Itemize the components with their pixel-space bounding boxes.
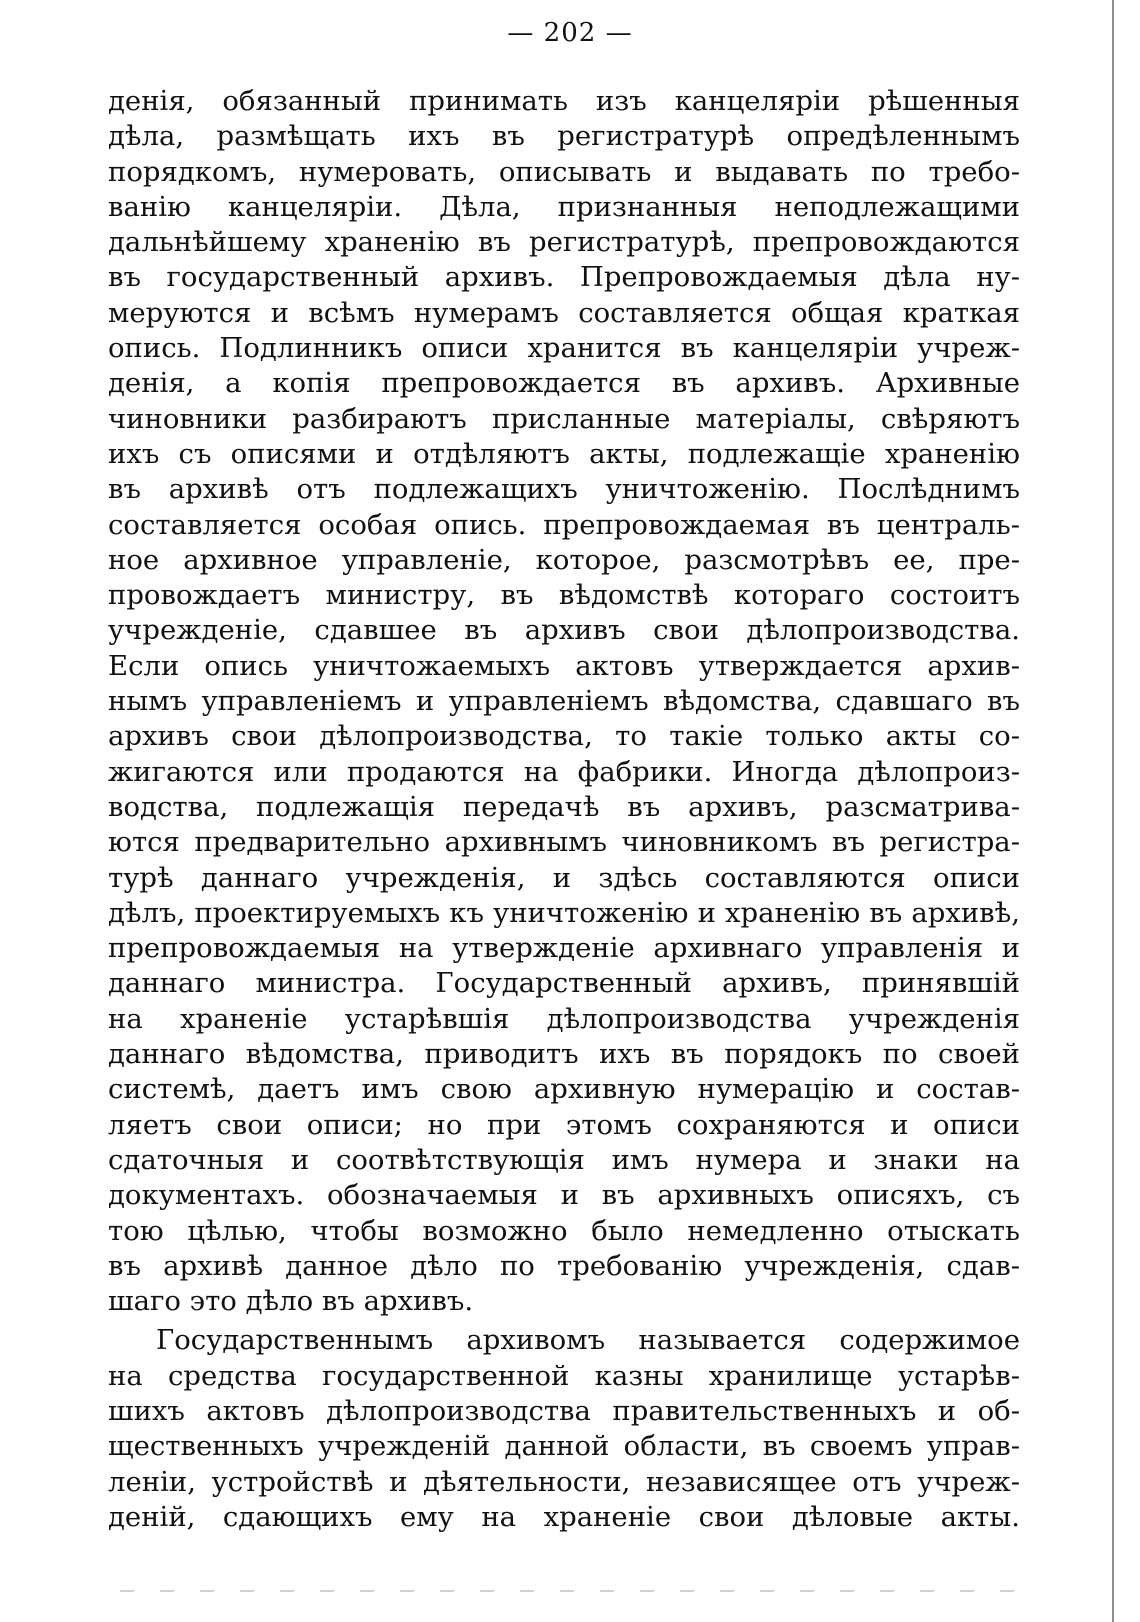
text-line: тою цѣлью, чтобы возможно было немедленно отыскать <box>108 1214 1020 1247</box>
text-line: дѣла, размѣщать ихъ въ регистратурѣ опредѣленнымъ <box>108 120 1020 153</box>
text-line: въ архивѣ отъ подлежащихъ уничтоженію. Послѣднимъ <box>108 473 1020 506</box>
text-line: въ государственный архивъ. Препровождаемыя дѣла ну- <box>108 261 1020 294</box>
text-line: составляется особая опись. препровождаемая въ централь- <box>108 508 1020 541</box>
text-line: архивъ свои дѣлопроизводства, то такіе только акты со- <box>108 720 1020 753</box>
body-text <box>108 84 1020 1535</box>
text-line: водства, подлежащія передачѣ въ архивъ, разсматрива- <box>108 790 1020 823</box>
text-line: въ архивѣ данное дѣло по требованію учрежденія, сдав- <box>108 1249 1020 1282</box>
text-line: провождаетъ министру, въ вѣдомствѣ котораго состоитъ <box>108 579 1020 612</box>
text-line: сдаточныя и соотвѣтствующія имъ нумера и знаки на <box>108 1143 1020 1176</box>
text-line: щественныхъ учрежденій данной области, въ своемъ управ- <box>108 1430 1020 1463</box>
paragraph-1 <box>108 84 1020 1319</box>
text-line: чиновники разбираютъ присланные матеріалы, свѣряютъ <box>108 402 1020 435</box>
text-line: препровождаемыя на утвержденіе архивнаго управленія и <box>108 932 1020 965</box>
text-line: шаго это дѣло въ архивъ. <box>108 1285 474 1318</box>
scan-bottom-marks <box>120 1590 1020 1592</box>
paragraph-2 <box>108 1323 1020 1535</box>
text-line: денія, обязанный принимать изъ канцеляріи рѣшенныя <box>108 85 1020 117</box>
text-line: турѣ даннаго учрежденія, и здѣсь составляются описи <box>108 861 1020 894</box>
text-line: ихъ съ описями и отдѣляютъ акты, подлежащіе храненію <box>108 437 1020 470</box>
text-line: ванію канцеляріи. Дѣла, признанныя неподлежащими <box>108 190 1020 223</box>
text-line: даннаго министра. Государственный архивъ, принявшій <box>108 967 1020 1000</box>
page-number: — 202 — <box>507 18 633 48</box>
text-line: ются предварительно архивнымъ чиновникомъ въ регистра- <box>108 826 1020 859</box>
text-line: системѣ, даетъ имъ свою архивную нумерацію и состав- <box>108 1073 1020 1106</box>
text-line: опись. Подлинникъ описи хранится въ канцеляріи учреж- <box>108 332 1020 365</box>
scan-edge-line <box>1112 0 1114 1622</box>
text-line: документахъ. обозначаемыя и въ архивныхъ описяхъ, съ <box>108 1179 1020 1212</box>
text-line: меруются и всѣмъ нумерамъ составляется общая краткая <box>108 296 1020 329</box>
text-line: Если опись уничтожаемыхъ актовъ утверждается архив- <box>108 649 1020 682</box>
text-line: денія, а копія препровождается въ архивъ. Архивные <box>108 367 1020 400</box>
text-line: даннаго вѣдомства, приводитъ ихъ въ порядокъ по своей <box>108 1038 1020 1071</box>
text-line: Государственнымъ архивомъ называется содержимое <box>156 1324 1020 1357</box>
text-line: шихъ актовъ дѣлопроизводства правительственныхъ и об- <box>108 1394 1020 1427</box>
text-line: на храненіе устарѣвшія дѣлопроизводства учрежденія <box>108 1002 1020 1035</box>
text-line: дальнѣйшему храненію въ регистратурѣ, препровождаются <box>108 226 1020 259</box>
text-line: на средства государственной казны хранилище устарѣв- <box>108 1359 1020 1392</box>
text-line: учрежденіе, сдавшее въ архивъ свои дѣлопроизводства. <box>108 614 1020 647</box>
text-line: порядкомъ, нумеровать, описывать и выдавать по требо- <box>108 155 1020 188</box>
text-line: нымъ управленіемъ и управленіемъ вѣдомства, сдавшаго въ <box>108 685 1020 718</box>
text-line: дѣлъ, проектируемыхъ къ уничтоженію и храненію въ архивѣ, <box>108 896 1020 929</box>
text-line: деній, сдающихъ ему на храненіе свои дѣловые акты. <box>108 1500 1020 1533</box>
text-line: ное архивное управленіе, которое, разсмотрѣвъ ее, пре- <box>108 543 1020 576</box>
text-line: ляетъ свои описи; но при этомъ сохраняются и описи <box>108 1108 1020 1141</box>
text-line: жигаются или продаются на фабрики. Иногда дѣлопроиз- <box>108 755 1020 788</box>
text-line: леніи, устройствѣ и дѣятельности, независящее отъ учреж- <box>108 1465 1020 1498</box>
